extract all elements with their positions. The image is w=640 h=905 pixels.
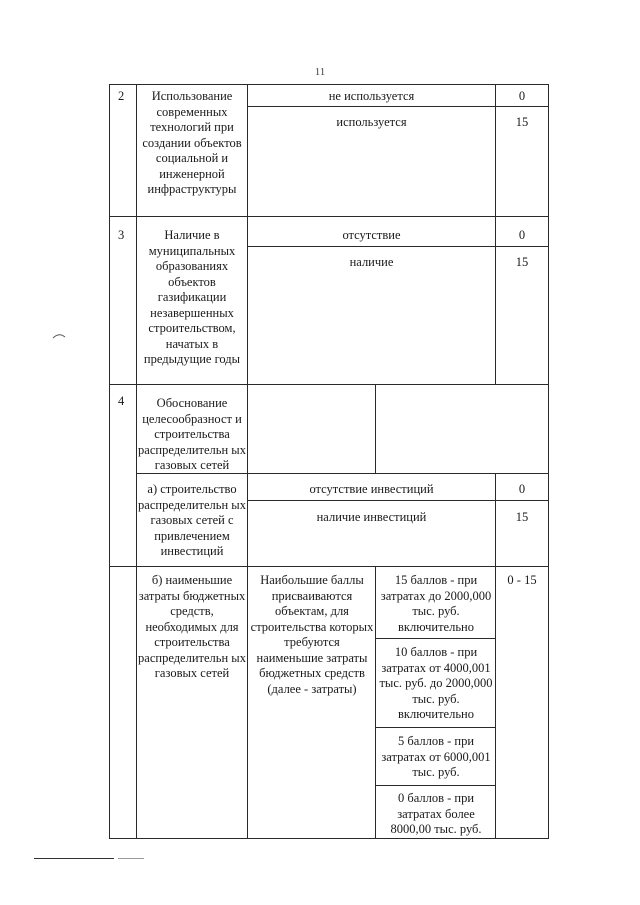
criterion-text: Обоснование целесообразност и строительства распределительн ых газовых сетей — [138, 396, 246, 472]
option-label: наличие инвестиций — [316, 510, 427, 524]
footer-rule-faint — [118, 858, 144, 859]
footer-rule — [34, 858, 114, 859]
row-number: 2 — [118, 89, 125, 103]
criterion-text: Использование современных технологий при создании объектов социальной и инженерной инфраструктуры — [142, 89, 242, 196]
score-tier: 5 баллов - при затратах от 6000,001 тыс. руб. — [381, 734, 491, 779]
option-score: 15 — [515, 255, 529, 269]
score-tier: 15 баллов - при затратах до 2000,000 тыс. руб. включительно — [380, 573, 492, 634]
option-label: наличие — [349, 255, 394, 269]
page-number: 11 — [314, 66, 326, 78]
option-score: 15 — [515, 115, 529, 129]
option-score: 15 — [515, 510, 529, 524]
score-tier: 10 баллов - при затратах от 4000,001 тыс. руб. до 2000,000 тыс. руб. включительно — [379, 645, 493, 721]
option-label: не используется — [328, 89, 415, 103]
row-number: 3 — [118, 228, 125, 242]
score-range: 0 - 15 — [507, 573, 537, 587]
option-label: отсутствие инвестиций — [309, 482, 434, 496]
sub-b-description: Наибольшие баллы присваиваются объектам, для строительства которых требуются наименьшие затраты бюджетных средств (далее - затраты) — [250, 573, 374, 696]
criterion-text: Наличие в муниципальных образованиях объектов газификации незавершенных строительством, начатых в предыдущие годы — [143, 228, 241, 366]
scan-mark-icon — [52, 332, 66, 340]
row-number: 4 — [118, 394, 125, 408]
option-label: используется — [336, 115, 407, 129]
option-score: 0 — [518, 482, 526, 496]
sub-criterion-a: а) строительство распределительн ых газовых сетей с привлечением инвестиций — [138, 482, 246, 558]
sub-criterion-b: б) наименьшие затраты бюджетных средств, необходимых для строительства распределительн ых газовых сетей — [138, 573, 246, 680]
option-score: 0 — [518, 89, 526, 103]
option-label: отсутствие — [342, 228, 401, 242]
option-score: 0 — [518, 228, 526, 242]
score-tier: 0 баллов - при затратах более 8000,00 тыс. руб. — [390, 791, 482, 836]
